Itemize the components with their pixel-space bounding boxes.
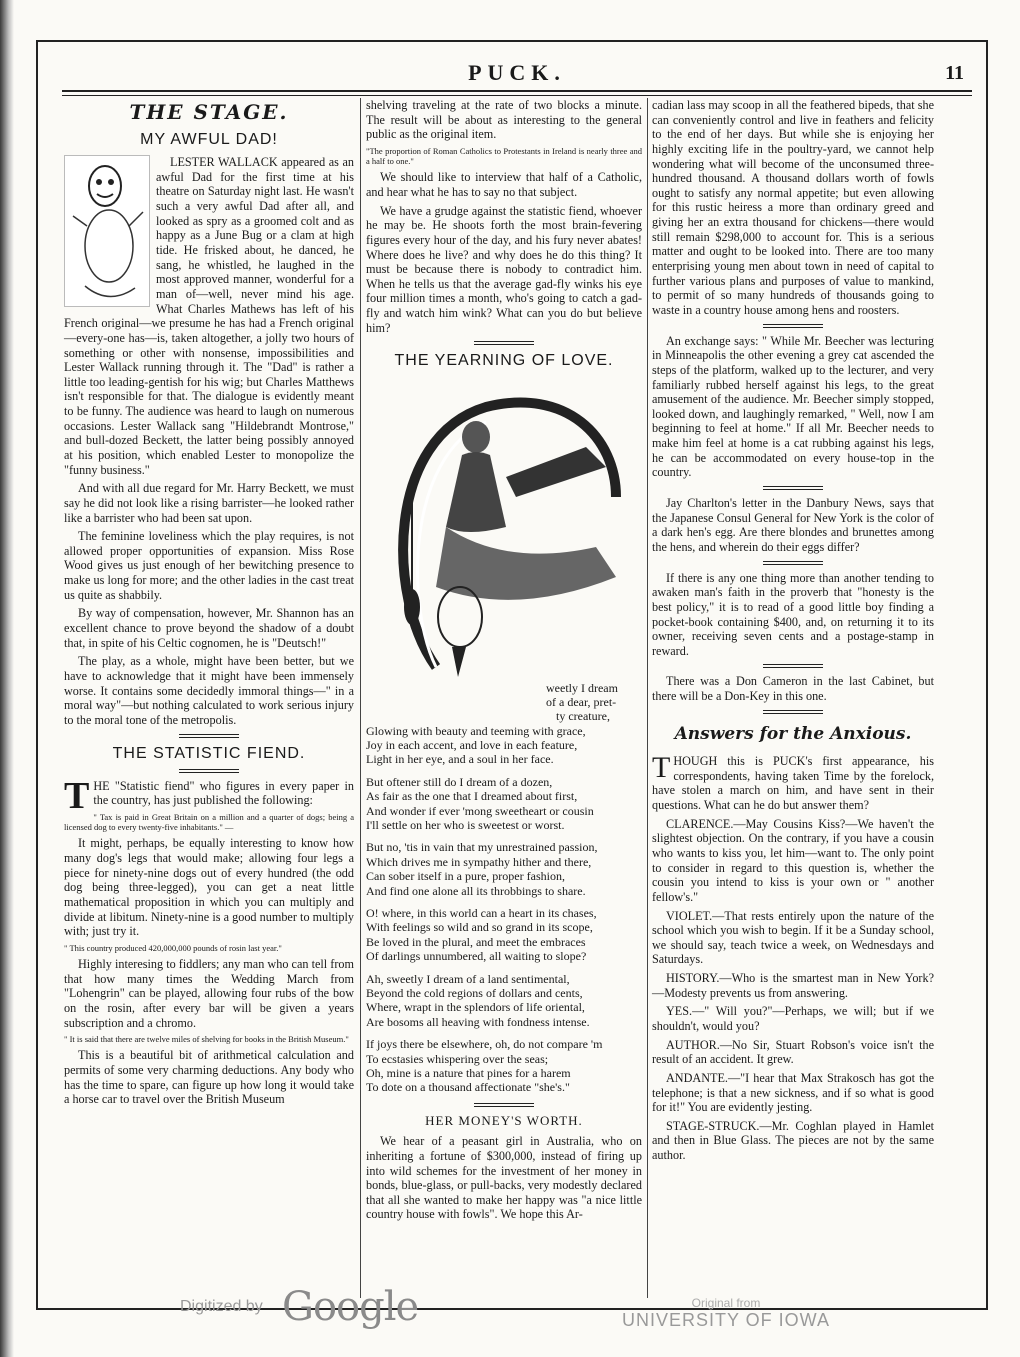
- answer-item: STAGE-STRUCK.—Mr. Coghlan played in Hamlet and then in Blue Glass. The pieces are not by the same author.: [652, 1118, 934, 1163]
- mask-cherub-illustration: [64, 155, 150, 307]
- headline-answers-for-the-anxious: Answers for the Anxious.: [674, 723, 912, 744]
- poem-line: To ecstasies whispering over the seas;: [366, 1051, 549, 1066]
- section-rule: [763, 664, 823, 668]
- paragraph: By way of compensation, however, Mr. Shannon has an excellent chance to prove beyond the shadow of a doubt that, in spite of his Celtic cognomen, he is "Deutsch!": [64, 606, 354, 650]
- poem-line: Where, wrapt in the splendors of life oriental,: [366, 1000, 585, 1015]
- poem-line: I'll settle on her who is sweetest or worst.: [366, 818, 565, 833]
- poem-line: Light in her eye, and a soul in her face.: [366, 752, 554, 767]
- poem-line: Ah, sweetly I dream of a land sentimental,: [366, 971, 570, 986]
- footnote-quote: " It is said that there are twelve miles of shelving for books in the British Museum.": [64, 1034, 349, 1045]
- paragraph: An exchange says: " While Mr. Beecher was lecturing in Minneapolis the other evening a grey cat ascended the steps of the platform, walked up to the lecturer, and very familiarly rubbed herself against his legs, to the great amusement of the audience. Mr. Beecher simply stopped, looked down, and laughingly remarked, " Well, now I am beginning to feel at home." If all Mr. Beecher needs to make him feel at home is a cat rubbing against his legs, he can be accommodated on every house-top in the country.: [652, 333, 934, 480]
- poem-stanza: [366, 1037, 642, 1095]
- poem-stanza: [366, 775, 642, 833]
- section-rule: [763, 561, 823, 565]
- poem-stanza: [366, 972, 642, 1030]
- answers-intro: [652, 751, 934, 813]
- paragraph: The play, as a whole, might have been better, but we have to acknowledge that it might have been immensely worse. It contains some decidedly immoral things—" in a moral way"—but nothing calculated to work serious injury to the moral tone of the metropolis.: [64, 654, 354, 727]
- headline-my-awful-dad: MY AWFUL DAD!: [140, 131, 278, 148]
- masthead-title: PUCK.: [468, 60, 566, 85]
- paragraph: The feminine loveliness which the play requires, is not allowed proper opportunities of expansion. Miss Rose Wood gives us just enough of her bewitching presence to make us long for more; and the other ladies in the cast treat us quite as shabbily.: [64, 529, 354, 602]
- masthead-rule: [62, 90, 972, 96]
- poem-line: Can sober itself in a pure, proper fashion,: [366, 869, 565, 884]
- poem-line: But no, 'tis in vain that my unrestrained passion,: [366, 840, 598, 855]
- original-from-text: Original from: [691, 1296, 761, 1310]
- binding-edge: [0, 0, 14, 1357]
- headline-her-moneys-worth: HER MONEY'S WORTH.: [425, 1112, 583, 1128]
- answer-item: VIOLET.—That rests entirely upon the nature of the school which you wish to begin. If it be a Sunday school, we should say, teach twice a week, on Wednesdays and Saturdays.: [652, 908, 934, 967]
- footnote-quote: " Tax is paid in Great Britain on a million and a quarter of dogs; being a licensed dog to every twenty-five inhabitants." —: [64, 812, 354, 833]
- section-rule: [763, 324, 823, 328]
- answers-intro-text: HOUGH this is PUCK's first appearance, his correspondents, having taken Time by the forelock, have stolen a march on him, and have sent in their questions. What can he do but answer them?: [652, 754, 934, 813]
- reclining-woman-illustration: [366, 377, 642, 677]
- google-logo: Google: [282, 1284, 419, 1330]
- poem-line: weetly I dream: [546, 680, 618, 695]
- footnote-quote: "The proportion of Roman Catholics to Protestants in Ireland is nearly three and a half to one.": [366, 145, 642, 167]
- poem-stanza: [366, 681, 642, 767]
- paragraph: It might, perhaps, be equally interesting to know how many dog's legs that would make; allowing four legs a piece for ninety-nine dogs out of every hundred (the odd dog being three-legged), you can get a neat little mathematical proposition in which you can multiply and divide at libitum. Ninety-nine is a good number to multiply with; just try it.: [64, 836, 354, 939]
- poem-line: Oh, mine is a nature that pines for a harem: [366, 1065, 571, 1080]
- section-rule: [179, 769, 239, 773]
- poem-line: Beyond the cold regions of dollars and cents,: [366, 985, 583, 1000]
- poem-line: With feelings so wild and so grand in its scope,: [366, 920, 593, 935]
- column-3: [652, 98, 934, 1167]
- fiend-lead-text: HE "Statistic fiend" who figures in every paper in the country, has just published the following:: [93, 778, 354, 808]
- dropcap-t: T: [652, 751, 671, 785]
- poem-line: Glowing with beauty and teeming with grace,: [366, 723, 586, 738]
- paragraph: There was a Don Cameron in the last Cabinet, but there will be a Don-Key in this one.: [652, 674, 934, 704]
- poem-stanza: [366, 840, 642, 898]
- poem-line: of a dear, pret-: [546, 694, 617, 709]
- paragraph: We have a grudge against the statistic fiend, whoever he may be. He shoots forth the most brain-fevering figures every hour of the day, and his fury never abates! Where does he live? and why does he do this thing? It must be because there is nobody to contradict him. When he tells us that the average gad-fly winks his eye four million times a month, who's going to catch a gad-fly and watch him wink? What can you do but believe him?: [366, 203, 642, 335]
- poem-line: ty creature,: [556, 709, 610, 724]
- fiend-lead: [64, 774, 354, 817]
- section-rule: [763, 710, 823, 714]
- poem-line: As fair as the one that I dreamed about first,: [366, 789, 578, 804]
- headline-yearning-of-love: THE YEARNING OF LOVE.: [394, 352, 614, 370]
- digitized-by-text: Digitized by: [180, 1298, 263, 1315]
- column-2: [366, 98, 642, 1226]
- poem-line: Be loved in the plural, and meet the embraces: [366, 934, 586, 949]
- poem-line: To dote on a thousand affectionate "she's.": [366, 1080, 570, 1095]
- paragraph: If there is any one thing more than another tending to awaken man's faith in the proverb that "honesty is the best policy," it is to read of a good little boy finding a pocket-book containing $400, and, on returning it to its owner, receiving seven cents and a postage-stamp in reward.: [652, 570, 934, 658]
- poem-stanza: [366, 906, 642, 964]
- poem-line: If joys there be elsewhere, oh, do not compare 'm: [366, 1037, 603, 1052]
- poem-line: Are bosoms all heaving with fondness intense.: [366, 1014, 590, 1029]
- poem-line: And wonder if ever 'mong sweetheart or cousin: [366, 803, 594, 818]
- answer-item: AUTHOR.—No Sir, Stuart Robson's voice isn't the result of an accident. It grew.: [652, 1037, 934, 1067]
- column-divider: [360, 98, 361, 1298]
- answer-item: HISTORY.—Who is the smartest man in New York?—Modesty prevents us from answering.: [652, 971, 934, 1000]
- section-rule: [179, 734, 239, 738]
- paragraph: cadian lass may scoop in all the feathered bipeds, that she can conveniently control and live in feathers and felicity to the end of her days. But while she is enjoying her highly exciting life in the poultry-yard, we cannot help wondering what will become of the unconsumed three-hundred thousand. A thousand dollars worth of fowls ought to satisfy any normal appetite; but even allowing for this rustic heiress a more than ordinary greed and giving her an extra thousand for chickens—there would still remain $298,000 to account for. This is a serious matter and ought to be looked into. There are too many enterprising young men about town in need of capital to further various plans and purposes of value to mankind, to permit of so many hundreds of thousands going to waste in a country house among hens and roosters.: [652, 98, 934, 317]
- paragraph: We should like to interview that half of a Catholic, and hear what he has to say no that subject.: [366, 170, 642, 199]
- dropcap-t: T: [64, 774, 90, 817]
- paragraph: Jay Charlton's letter in the Danbury News, says that the Japanese Consul General for New York is the color of a dark hen's egg. Are there blondes and brunettes among the hens, and wherein do their eggs differ?: [652, 496, 934, 554]
- source-credit: [616, 1296, 836, 1331]
- paragraph: Highly interesing to fiddlers; any man who can tell from that how many times the Wedding March from "Lohengrin" can be played, allowing four rubs of the bow on the rosin, after every bar will be given a years subscription and a chromo.: [64, 957, 354, 1030]
- poem-line: Joy in each accent, and love in each feature,: [366, 738, 578, 753]
- answer-item: ANDANTE.—"I hear that Max Strakosch has got the telephone; is that a new sickness, and if so what is good for it!" You are evidently jesting.: [652, 1070, 934, 1115]
- footnote-quote: " This country produced 420,000,000 pounds of rosin last year.": [64, 942, 282, 953]
- paragraph: And with all due regard for Mr. Harry Beckett, we must say he did not look like a rising barrister—he looked rather like a barrister who had been sat upon.: [64, 481, 354, 525]
- answer-item: YES.—" Will you?"—Perhaps, we will; but if we shouldn't, would you?: [652, 1004, 934, 1033]
- paragraph: This is a beautiful bit of arithmetical calculation and permits of some very charming deductions. Any body who has the time to spare, can figure up how long it would take a horse car to travel over the British Museum: [64, 1048, 354, 1107]
- poem-line: But oftener still do I dream of a dozen,: [366, 774, 553, 789]
- dept-title-the-stage: THE STAGE.: [129, 100, 289, 124]
- poem-line: O! where, in this world can a heart in its chases,: [366, 906, 597, 920]
- university-name: UNIVERSITY OF IOWA: [621, 1310, 831, 1330]
- column-divider: [647, 98, 648, 1298]
- masthead: [62, 58, 972, 88]
- section-rule: [474, 1103, 534, 1107]
- section-rule: [474, 341, 534, 345]
- answer-item: CLARENCE.—May Cousins Kiss?—We haven't the slightest objection. On the contrary, if you have a cousin who wants to kiss you, let him—want to. The only point to consider in regard to this question is, whether the cousin you intend to kiss is your own or " another fellow's.": [652, 816, 934, 904]
- poem-line: And find one alone all its throbbings to share.: [366, 883, 586, 898]
- poem-line: Of darlings unnumbered, all waiting to slope?: [366, 949, 587, 964]
- paragraph: LESTER WALLACK appeared as an awful Dad for the first time at his theatre on Saturday night last. He wasn't such a very awful Dad after all, and looked as spry as a groomed colt and as happy as a June Bug or a clam at high tide. He frisked about, he danced, he sang, he whistled, he laughed in the most approved manner, wonderful for a man of—well, never mind his age. What Charles Mathews has left of his French original—we presume he has had a French original—every-one has—is, taken altogether, a jolly two hours of something or other with nonsense, impossibilities and Lester Wallack running through it. The "Dad" is rather a little too leading-gentish for his wig; but Charles Matthews isn't responsible for that. The dialogue is evidently meant to be funny. The audience was heard to laugh on numerous occasions. Lester Wallack sang "Hildebrandt Montrose," and bull-dozed Beckett, the latter being possibly annoyed at his position, which enabled Lester to monopolize the "funny business.": [64, 155, 354, 477]
- page-number: 11: [945, 62, 964, 84]
- section-rule: [763, 486, 823, 490]
- column-1: [64, 98, 354, 1111]
- paragraph: shelving traveling at the rate of two blocks a minute. The result will be about as interesting to the general public as the original item.: [366, 98, 642, 142]
- paragraph: We hear of a peasant girl in Australia, who on inheriting a fortune of $300,000, instead of firing up into wild schemes for the investment of her money in bonds, blue-glass, or pull-backs, very modestly declared that all she wanted to make her happy was "a nice little country house with fowls". We hope this Ar-: [366, 1134, 642, 1222]
- poem-line: Which drives me in sympathy hither and there,: [366, 854, 592, 869]
- headline-statistic-fiend: THE STATISTIC FIEND.: [112, 744, 306, 762]
